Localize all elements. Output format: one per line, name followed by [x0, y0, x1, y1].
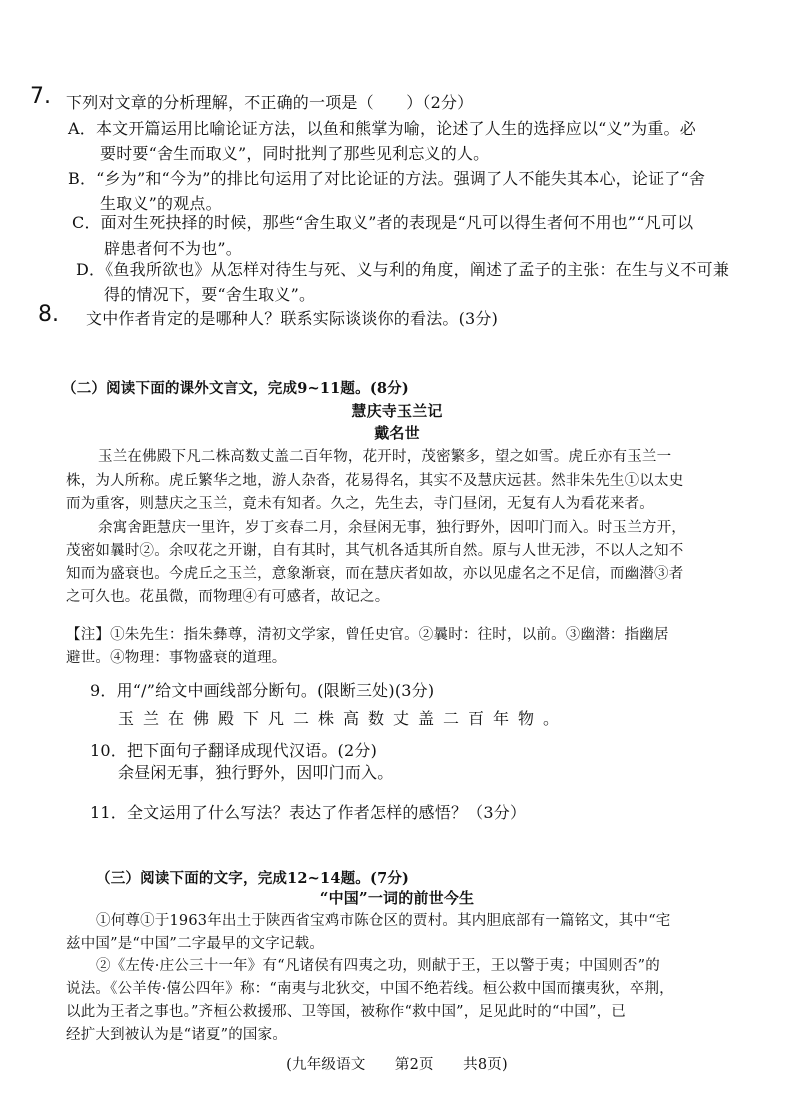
section-3-para-2-line-4: 经扩大到被认为是“诸夏”的国家。	[66, 1027, 288, 1043]
question-10-sentence: 余昼闲无事，独行野外，因叩门而入。	[118, 763, 394, 782]
question-8-number: 8.	[38, 302, 59, 327]
passage-para-1-line-3: 而为重客，则慧庆之玉兰，竟未有知者。久之，先生去，寺门昼闭，无复有人为看花来者。	[66, 496, 654, 512]
question-7-option-d-line-2: 得的情况下，要“舍生取义”。	[104, 285, 316, 304]
question-10-stem: 10．把下面句子翻译成现代汉语。(2分)	[90, 741, 378, 760]
question-9-stem: 9．用“/”给文中画线部分断句。(限断三处)(3分)	[90, 681, 435, 700]
page-footer: (九年级语文 第2页 共8页)	[286, 1057, 508, 1073]
section-3-para-2-line-2: 说法。《公羊传·僖公四年》称：“南夷与北狄交，中国不绝若线。桓公救中国而攘夷狄，卒荆，	[66, 981, 674, 997]
section-3-para-2-line-1: ②《左传·庄公三十一年》有“凡诸侯有四夷之功，则献于王，王以警于夷；中国则否”的	[96, 958, 660, 974]
question-7-number: 7.	[30, 84, 51, 109]
section-2-article-title: 慧庆寺玉兰记	[351, 402, 443, 420]
passage-para-2-line-2: 茂密如曩时②。余叹花之开谢，自有其时，其气机各适其所自然。原与人世无涉，不以人之知不	[66, 543, 684, 559]
section-3-para-1-line-2: 兹中国”是“中国”二字最早的文字记载。	[66, 936, 325, 952]
passage-notes-line-1: 【注】①朱先生：指朱彝尊，清初文学家，曾任史官。②曩时：往时，以前。③幽潜：指幽居	[66, 627, 669, 643]
question-7-option-a-line-2: 要时要“舍生而取义”，同时批判了那些见利忘义的人。	[100, 144, 490, 163]
section-3-article-title: “中国”一词的前世今生	[319, 889, 475, 907]
passage-para-1-line-1: 玉兰在佛殿下凡二株高数丈盖二百年物，花开时，茂密繁多，望之如雪。虎丘亦有玉兰一	[98, 449, 672, 465]
section-2-author: 戴名世	[374, 424, 420, 442]
section-2-heading: （二）阅读下面的课外文言文，完成9~11题。(8分)	[62, 380, 409, 397]
passage-para-2-line-4: 之可久也。花虽微，而物理④有可感者，故记之。	[66, 589, 390, 605]
passage-notes-line-2: 避世。④物理：事物盛衰的道理。	[66, 650, 287, 666]
question-7-option-a-line-1: A．本文开篇运用比喻论证方法，以鱼和熊掌为喻，论述了人生的选择应以“义”为重。必	[68, 119, 696, 138]
question-7-option-b-line-2: 生取义”的观点。	[100, 194, 222, 213]
section-3-heading: （三）阅读下面的文字，完成12~14题。(7分)	[96, 870, 410, 887]
question-7-option-c-line-1: C．面对生死抉择的时候，那些“舍生取义”者的表现是“凡可以得生者何不用也”“凡可以	[72, 213, 694, 232]
question-7-option-c-line-2: 辟患者何不为也”。	[104, 239, 242, 258]
question-7-option-d-line-1: D．《鱼我所欲也》从怎样对待生与死、义与利的角度，阐述了孟子的主张：在生与义不可兼	[76, 260, 730, 279]
question-9-sentence: 玉兰在佛殿下凡二株高数丈盖二百年物。	[118, 709, 569, 728]
passage-para-2-line-1: 余寓舍距慧庆一里许，岁丁亥春二月，余昼闲无事，独行野外，因叩门而入。时玉兰方开，	[98, 520, 686, 536]
section-3-para-1-line-1: ①何尊①于1963年出土于陕西省宝鸡市陈仓区的贾村。其内胆底部有一篇铭文，其中“宅	[96, 913, 671, 929]
question-7-option-b-line-1: B．“乡为”和“今为”的排比句运用了对比论证的方法。强调了人不能失其本心，论证了“舍	[68, 169, 706, 188]
passage-para-2-line-3: 知而为盛衰也。今虎丘之玉兰，意象渐衰，而在慧庆者如故，亦以见虚名之不足信，而幽潜③者	[66, 566, 684, 582]
question-11-stem: 11．全文运用了什么写法？表达了作者怎样的感悟？（3分）	[90, 803, 527, 822]
section-3-para-2-line-3: 以此为王者之事也。”齐桓公救援邢、卫等国，被称作“救中国”，足见此时的“中国”，已	[66, 1004, 627, 1020]
question-8-stem: 文中作者肯定的是哪种人？联系实际谈谈你的看法。(3分)	[86, 309, 499, 328]
passage-para-1-line-2: 株，为人所称。虎丘繁华之地，游人杂沓，花易得名，其实不及慧庆远甚。然非朱先生①以太史	[66, 473, 684, 489]
question-7-stem: 下列对文章的分析理解，不正确的一项是（ ）（2分）	[66, 93, 474, 112]
